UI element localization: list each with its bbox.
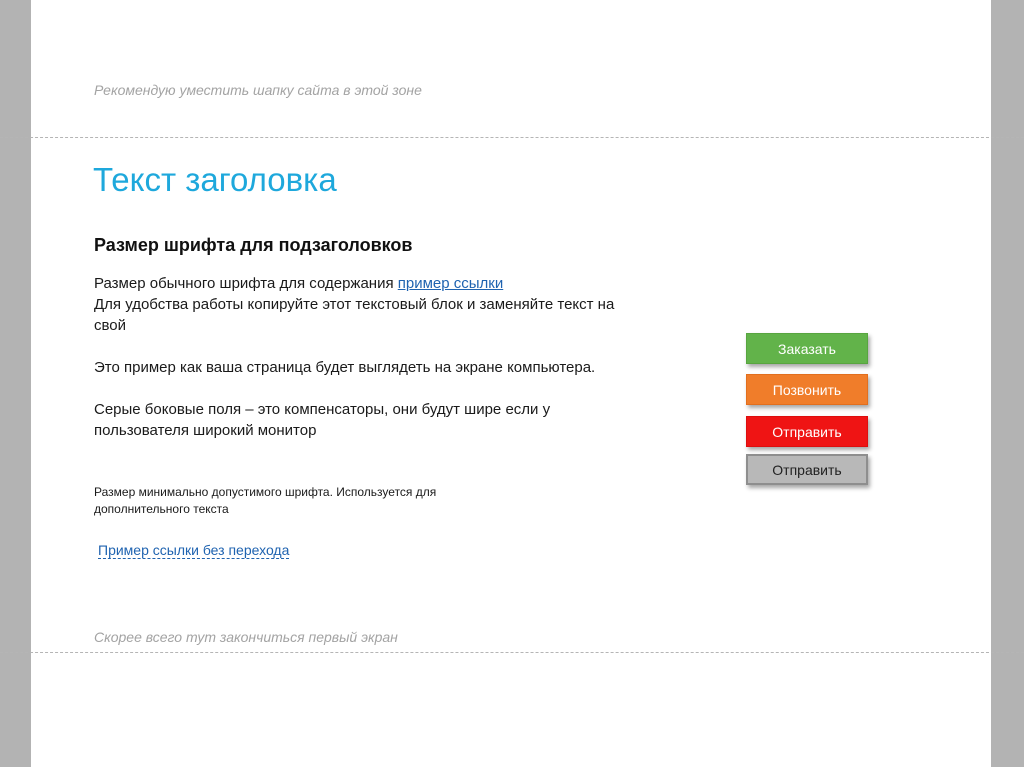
body-paragraph-2: Это пример как ваша страница будет выглядеть на экране компьютера.: [94, 359, 596, 376]
body-line-1-text: Размер обычного шрифта для содержания: [94, 275, 398, 292]
small-text-block: [94, 484, 494, 518]
order-button[interactable]: Заказать: [746, 333, 868, 364]
page-title: Текст заголовка: [93, 161, 337, 198]
send-button-red[interactable]: Отправить: [746, 416, 868, 447]
body-text-block: [94, 273, 634, 441]
dashed-link[interactable]: Пример ссылки без перехода: [98, 542, 290, 558]
first-screen-hint: Скорее всего тут закончиться первый экран: [94, 629, 398, 645]
call-button[interactable]: Позвонить: [746, 374, 868, 405]
header-zone-hint: Рекомендую уместить шапку сайта в этой зоне: [94, 82, 422, 98]
body-line-2: Для удобства работы копируйте этот текстовый блок и заменяйте текст на свой: [94, 296, 615, 334]
send-button-gray[interactable]: Отправить: [746, 454, 868, 485]
first-screen-guide-line: [0, 652, 1024, 653]
subtitle: Размер шрифта для подзаголовков: [94, 235, 413, 255]
body-line-1: [94, 273, 634, 294]
body-paragraph-3: Серые боковые поля – это компенсаторы, они будут шире если у пользователя широкий монитор: [94, 401, 551, 439]
header-zone-guide-line: [0, 137, 1024, 138]
example-link[interactable]: пример ссылки: [397, 275, 504, 292]
small-text: Размер минимально допустимого шрифта. Используется для дополнительного текста: [94, 485, 437, 516]
